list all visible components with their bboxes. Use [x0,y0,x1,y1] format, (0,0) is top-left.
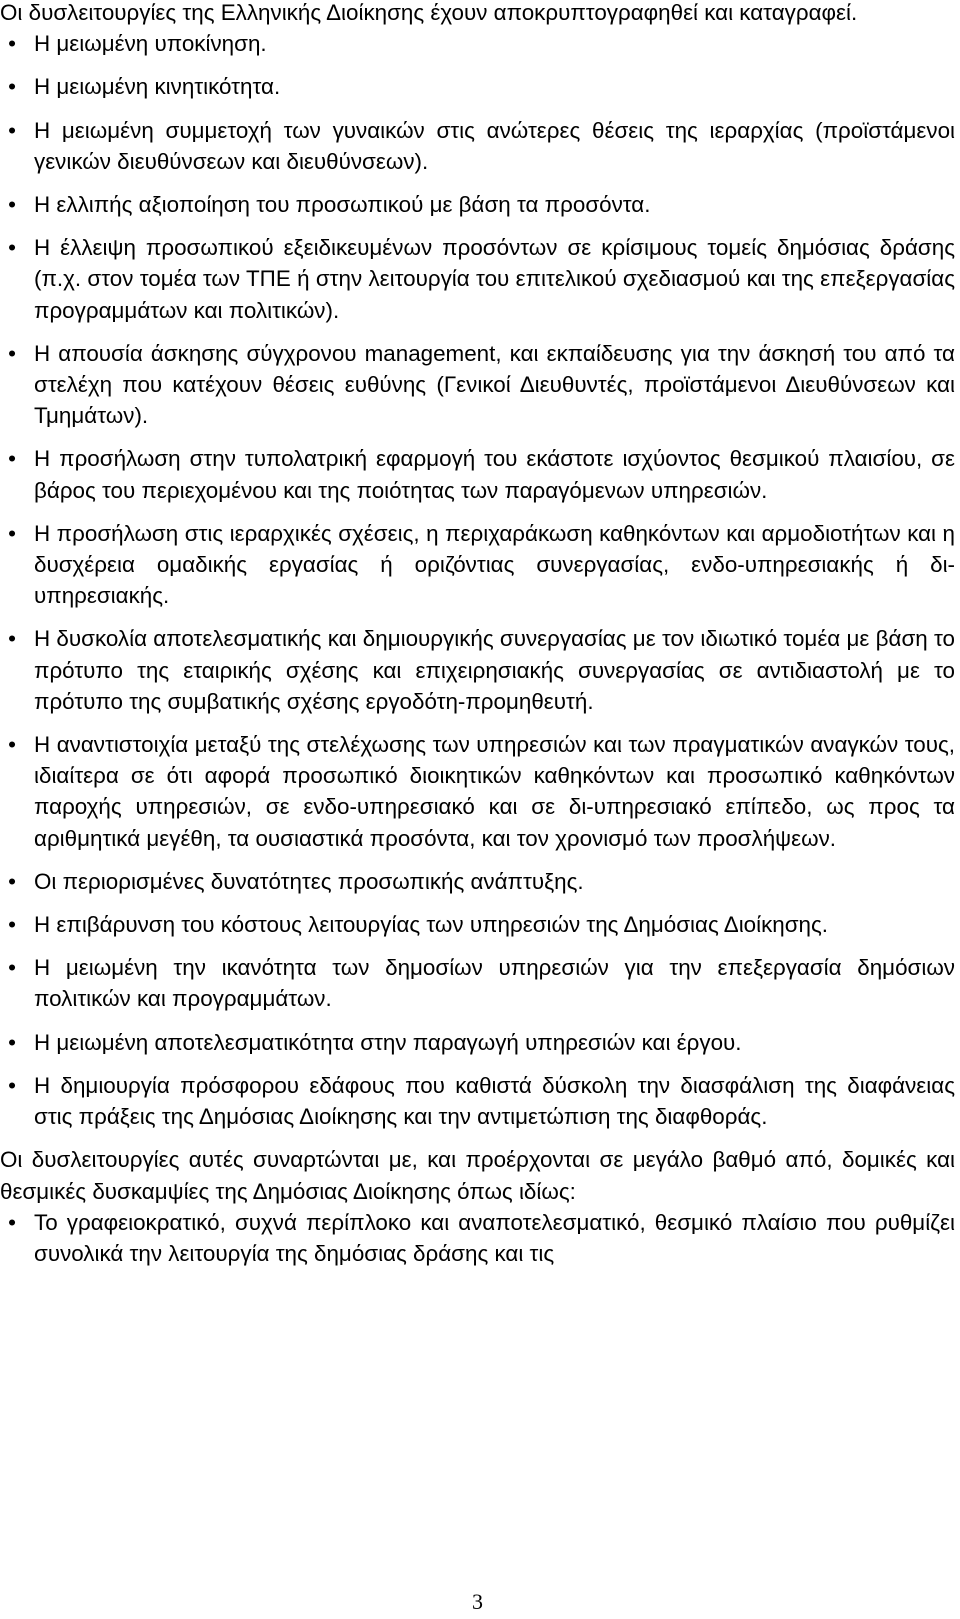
list-item-text: Η απουσία άσκησης σύγχρονου management, και εκπαίδευσης για την άσκησή του από τα στελέχη που κατέχουν θέσεις ευθύνης (Γενικοί Διευθυντές, προϊστάμενοι Διευθύνσεων και Τμημάτων). [34,340,955,429]
bullet-icon: • [8,235,16,261]
intro-paragraph: Οι δυσλειτουργίες της Ελληνικής Διοίκησης έχουν αποκρυπτογραφηθεί και καταγραφεί. [0,0,858,25]
list-item [0,115,955,177]
list-item [0,729,955,854]
list-item [0,1027,955,1058]
bullet-icon: • [8,1029,16,1055]
bullet-icon: • [8,74,16,100]
bullet-icon: • [8,446,16,472]
bullet-icon: • [8,520,16,546]
list-item-text: Η μειωμένη κινητικότητα. [34,74,281,100]
list-item [0,189,955,220]
list-item-text: Η μειωμένη υποκίνηση. [34,31,267,57]
list-item-text: Η μειωμένη συμμετοχή των γυναικών στις ανώτερες θέσεις της ιεραρχίας (προϊστάμενοι γενικών διευθύνσεων και διευθύνσεων). [34,117,955,174]
bullet-icon: • [8,340,16,366]
second-paragraph: Οι δυσλειτουργίες αυτές συναρτώνται με, και προέρχονται σε μεγάλο βαθμό από, δομικές και θεσμικές δυσκαμψίες της Δημόσιας Διοίκησης όπως ιδίως: [0,1147,955,1204]
bullet-icon: • [8,732,16,758]
list-item-text: Η δυσκολία αποτελεσματικής και δημιουργικής συνεργασίας με τον ιδιωτικό τομέα με βάση το πρότυπο της εταιρικής σχέσης και επιχειρησιακής συνεργασίας σε αντιδιαστολή με το πρότυπο της συμβατικής σχέσης εργοδότη-προμηθευτή. [34,626,955,714]
page-number: 3 [472,1589,483,1614]
list-item [0,338,955,432]
bullet-icon: • [8,1209,16,1235]
list-item-text: Η αναντιστοιχία μεταξύ της στελέχωσης των υπηρεσιών και των πραγματικών αναγκών τους, ιδιαίτερα σε ότι αφορά προσωπικό διοικητικών καθηκόντων και προσωπικό καθηκόντων παροχής υπηρεσιών, σε ενδο-υπηρεσιακό και σε δι-υπηρεσιακό επίπεδο, ως προς τα αριθμητικά μεγέθη, τα ουσιαστικά προσόντα, και τον χρονισμό των προσλήψεων. [34,732,955,851]
list-item-text: Η προσήλωση στην τυπολατρική εφαρμογή του εκάστοτε ισχύοντος θεσμικού πλαισίου, σε βάρος του περιεχομένου και της ποιότητας των παραγόμενων υπηρεσιών. [34,446,955,503]
list-item [0,623,955,717]
list-item [0,1207,955,1269]
list-item-text: Η επιβάρυνση του κόστους λειτουργίας των υπηρεσιών της Δημόσιας Διοίκησης. [34,912,829,938]
list-item [0,518,955,612]
list-item-text: Η προσήλωση στις ιεραρχικές σχέσεις, η περιχαράκωση καθηκόντων και αρμοδιοτήτων και η δυσχέρεια ομαδικής εργασίας ή οριζόντιας συνεργασίας, ενδο-υπηρεσιακής ή δι-υπηρεσιακής. [34,520,955,609]
list-item [0,28,955,59]
list-item-text: Το γραφειοκρατικό, συχνά περίπλοκο και αναποτελεσματικό, θεσμικό πλαίσιο που ρυθμίζει συνολικά την λειτουργία της δημόσιας δράσης και τις [34,1209,955,1266]
list-item [0,232,955,326]
list-item-text: Η ελλιπής αξιοποίηση του προσωπικού με βάση τα προσόντα. [34,192,651,218]
list-item-text: Η μειωμένη αποτελεσματικότητα στην παραγωγή υπηρεσιών και έργου. [34,1029,742,1055]
list-item [0,909,955,940]
bullet-icon: • [8,31,16,57]
list-item [0,952,955,1014]
list-item [0,443,955,505]
dysfunctions-list [0,28,955,1132]
bullet-icon: • [8,192,16,218]
bullet-icon: • [8,626,16,652]
bullet-icon: • [8,868,16,894]
list-item-text: Η μειωμένη την ικανότητα των δημοσίων υπηρεσιών για την επεξεργασία δημόσιων πολιτικών και προγραμμάτων. [34,955,955,1012]
list-item-text: Οι περιορισμένες δυνατότητες προσωπικής ανάπτυξης. [34,868,584,894]
bullet-icon: • [8,955,16,981]
list-item [0,71,955,102]
list-item [0,866,955,897]
bullet-icon: • [8,912,16,938]
bullet-icon: • [8,1072,16,1098]
rigidities-list [0,1207,955,1269]
list-item [0,1070,955,1132]
list-item-text: Η δημιουργία πρόσφορου εδάφους που καθιστά δύσκολη την διασφάλιση της διαφάνειας στις πράξεις της Δημόσιας Διοίκησης και την αντιμετώπιση της διαφθοράς. [34,1072,955,1130]
list-item-text: Η έλλειψη προσωπικού εξειδικευμένων προσόντων σε κρίσιμους τομείς δημόσιας δράσης (π.χ. στον τομέα των ΤΠΕ ή στην λειτουργία του επιτελικού σχεδιασμού και της επεξεργασίας προγραμμάτων και πολιτικών). [34,235,955,323]
bullet-icon: • [8,117,16,143]
